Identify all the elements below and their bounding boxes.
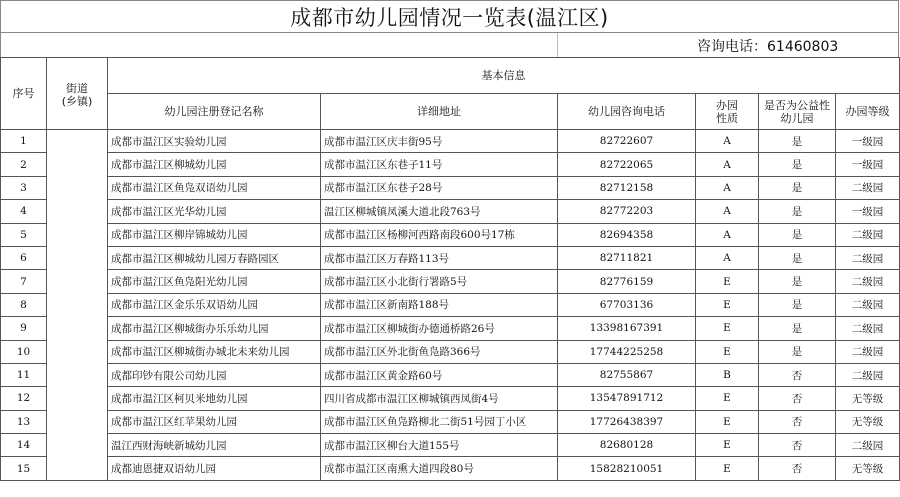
row-grade: 一级园 <box>836 200 900 223</box>
row-nature: E <box>696 270 759 293</box>
row-nature: E <box>696 410 759 433</box>
row-public-welfare: 是 <box>759 200 836 223</box>
row-phone: 67703136 <box>558 293 696 316</box>
row-public-welfare: 是 <box>759 340 836 363</box>
row-public-welfare: 否 <box>759 387 836 410</box>
table-row <box>1 223 900 246</box>
row-index: 6 <box>1 246 47 269</box>
row-index: 5 <box>1 223 47 246</box>
row-name: 成都市温江区鱼凫阳光幼儿园 <box>108 270 321 293</box>
row-phone: 13398167391 <box>558 317 696 340</box>
table-row <box>1 387 900 410</box>
table-row <box>1 340 900 363</box>
table-row <box>1 270 900 293</box>
header-phone: 幼儿园咨询电话 <box>558 94 696 130</box>
row-grade: 无等级 <box>836 457 900 480</box>
row-address: 成都市温江区柳台大道155号 <box>321 434 558 457</box>
row-public-welfare: 是 <box>759 223 836 246</box>
table-row <box>1 246 900 269</box>
row-name: 成都市温江区柳岸锦城幼儿园 <box>108 223 321 246</box>
row-address: 成都市温江区庆丰街95号 <box>321 130 558 153</box>
row-nature: E <box>696 434 759 457</box>
row-index: 2 <box>1 153 47 176</box>
row-name: 成都市温江区实验幼儿园 <box>108 130 321 153</box>
row-address: 成都市温江区外北街鱼凫路366号 <box>321 340 558 363</box>
row-index: 7 <box>1 270 47 293</box>
table-row <box>1 176 900 199</box>
row-nature: A <box>696 200 759 223</box>
row-address: 成都市温江区新南路188号 <box>321 293 558 316</box>
row-nature: A <box>696 223 759 246</box>
table-row <box>1 153 900 176</box>
row-index: 14 <box>1 434 47 457</box>
header-grade: 办园等级 <box>836 94 900 130</box>
row-nature: A <box>696 130 759 153</box>
row-address: 成都市温江区东巷子28号 <box>321 176 558 199</box>
table-row <box>1 363 900 386</box>
row-name: 成都市温江区光华幼儿园 <box>108 200 321 223</box>
consult-phone-number: 61460803 <box>767 39 839 55</box>
consult-phone-label: 咨询电话： <box>697 39 767 55</box>
table-row <box>1 434 900 457</box>
row-phone: 82712158 <box>558 176 696 199</box>
row-name: 成都市温江区柳城街办乐乐幼儿园 <box>108 317 321 340</box>
row-nature: A <box>696 246 759 269</box>
row-name: 成都市温江区金乐乐双语幼儿园 <box>108 293 321 316</box>
row-index: 9 <box>1 317 47 340</box>
row-nature: E <box>696 387 759 410</box>
row-grade: 二级园 <box>836 317 900 340</box>
row-grade: 二级园 <box>836 340 900 363</box>
row-phone: 13547891712 <box>558 387 696 410</box>
row-phone: 15828210051 <box>558 457 696 480</box>
row-nature: A <box>696 176 759 199</box>
row-name: 成都迪恩捷双语幼儿园 <box>108 457 321 480</box>
table-row <box>1 317 900 340</box>
row-grade: 二级园 <box>836 434 900 457</box>
table-row <box>1 457 900 480</box>
row-index: 3 <box>1 176 47 199</box>
row-name: 成都市温江区鱼凫双语幼儿园 <box>108 176 321 199</box>
table-row <box>1 200 900 223</box>
row-grade: 二级园 <box>836 246 900 269</box>
row-phone: 82755867 <box>558 363 696 386</box>
row-phone: 17726438397 <box>558 410 696 433</box>
row-nature: A <box>696 153 759 176</box>
row-index: 13 <box>1 410 47 433</box>
row-nature: E <box>696 317 759 340</box>
row-address: 成都市温江区南熏大道四段80号 <box>321 457 558 480</box>
header-street-line1: 街道 <box>66 82 88 95</box>
row-name: 成都市温江区柳城街办城北未来幼儿园 <box>108 340 321 363</box>
street-cell <box>47 130 108 481</box>
row-index: 12 <box>1 387 47 410</box>
row-phone: 17744225258 <box>558 340 696 363</box>
row-phone: 82694358 <box>558 223 696 246</box>
row-phone: 82680128 <box>558 434 696 457</box>
row-phone: 82772203 <box>558 200 696 223</box>
row-public-welfare: 是 <box>759 270 836 293</box>
row-nature: E <box>696 293 759 316</box>
blank-cell <box>1 33 558 57</box>
row-name: 成都印钞有限公司幼儿园 <box>108 363 321 386</box>
row-phone: 82722607 <box>558 130 696 153</box>
row-grade: 二级园 <box>836 223 900 246</box>
row-public-welfare: 是 <box>759 293 836 316</box>
row-index: 8 <box>1 293 47 316</box>
header-address: 详细地址 <box>321 94 558 130</box>
row-nature: B <box>696 363 759 386</box>
row-phone: 82711821 <box>558 246 696 269</box>
row-address: 成都市温江区杨柳河西路南段600号17栋 <box>321 223 558 246</box>
row-index: 11 <box>1 363 47 386</box>
row-grade: 二级园 <box>836 363 900 386</box>
row-name: 成都市温江区柳城幼儿园万春路园区 <box>108 246 321 269</box>
row-index: 15 <box>1 457 47 480</box>
header-index: 序号 <box>1 58 47 130</box>
row-name: 成都市温江区柳城幼儿园 <box>108 153 321 176</box>
row-address: 成都市温江区东巷子11号 <box>321 153 558 176</box>
row-public-welfare: 否 <box>759 434 836 457</box>
row-name: 成都市温江区柯贝米地幼儿园 <box>108 387 321 410</box>
consult-phone <box>567 36 838 56</box>
row-address: 四川省成都市温江区柳城镇西凤街4号 <box>321 387 558 410</box>
row-public-welfare: 否 <box>759 410 836 433</box>
kindergarten-table <box>0 57 900 481</box>
row-grade: 二级园 <box>836 293 900 316</box>
row-address: 成都市温江区鱼凫路柳北二街51号园丁小区 <box>321 410 558 433</box>
row-index: 4 <box>1 200 47 223</box>
header-nature: 办园 性质 <box>696 94 759 130</box>
header-name: 幼儿园注册登记名称 <box>108 94 321 130</box>
row-address: 成都市温江区万春路113号 <box>321 246 558 269</box>
row-public-welfare: 是 <box>759 317 836 340</box>
row-address: 成都市温江区黄金路60号 <box>321 363 558 386</box>
row-public-welfare: 否 <box>759 363 836 386</box>
header-public-welfare: 是否为公益性 幼儿园 <box>759 94 836 130</box>
table-row <box>1 410 900 433</box>
page-title: 成都市幼儿园情况一览表(温江区) <box>0 0 899 33</box>
row-grade: 二级园 <box>836 176 900 199</box>
row-grade: 一级园 <box>836 153 900 176</box>
row-grade: 无等级 <box>836 410 900 433</box>
row-grade: 无等级 <box>836 387 900 410</box>
row-index: 1 <box>1 130 47 153</box>
row-public-welfare: 是 <box>759 246 836 269</box>
row-nature: E <box>696 457 759 480</box>
row-address: 成都市温江区柳城街办德通桥路26号 <box>321 317 558 340</box>
row-public-welfare: 是 <box>759 176 836 199</box>
row-name: 成都市温江区红苹果幼儿园 <box>108 410 321 433</box>
header-street-line2: (乡镇) <box>61 95 93 108</box>
row-nature: E <box>696 340 759 363</box>
row-phone: 82776159 <box>558 270 696 293</box>
table-row <box>1 293 900 316</box>
header-basic-info: 基本信息 <box>108 58 900 94</box>
row-name: 温江西财海峡新城幼儿园 <box>108 434 321 457</box>
table-row <box>1 130 900 153</box>
row-public-welfare: 是 <box>759 130 836 153</box>
header-street <box>47 58 108 130</box>
row-grade: 一级园 <box>836 130 900 153</box>
row-index: 10 <box>1 340 47 363</box>
row-public-welfare: 是 <box>759 153 836 176</box>
row-grade: 二级园 <box>836 270 900 293</box>
row-address: 成都市温江区小北街行署路5号 <box>321 270 558 293</box>
row-address: 温江区柳城镇凤溪大道北段763号 <box>321 200 558 223</box>
row-phone: 82722065 <box>558 153 696 176</box>
contact-row <box>0 33 899 57</box>
row-public-welfare: 否 <box>759 457 836 480</box>
